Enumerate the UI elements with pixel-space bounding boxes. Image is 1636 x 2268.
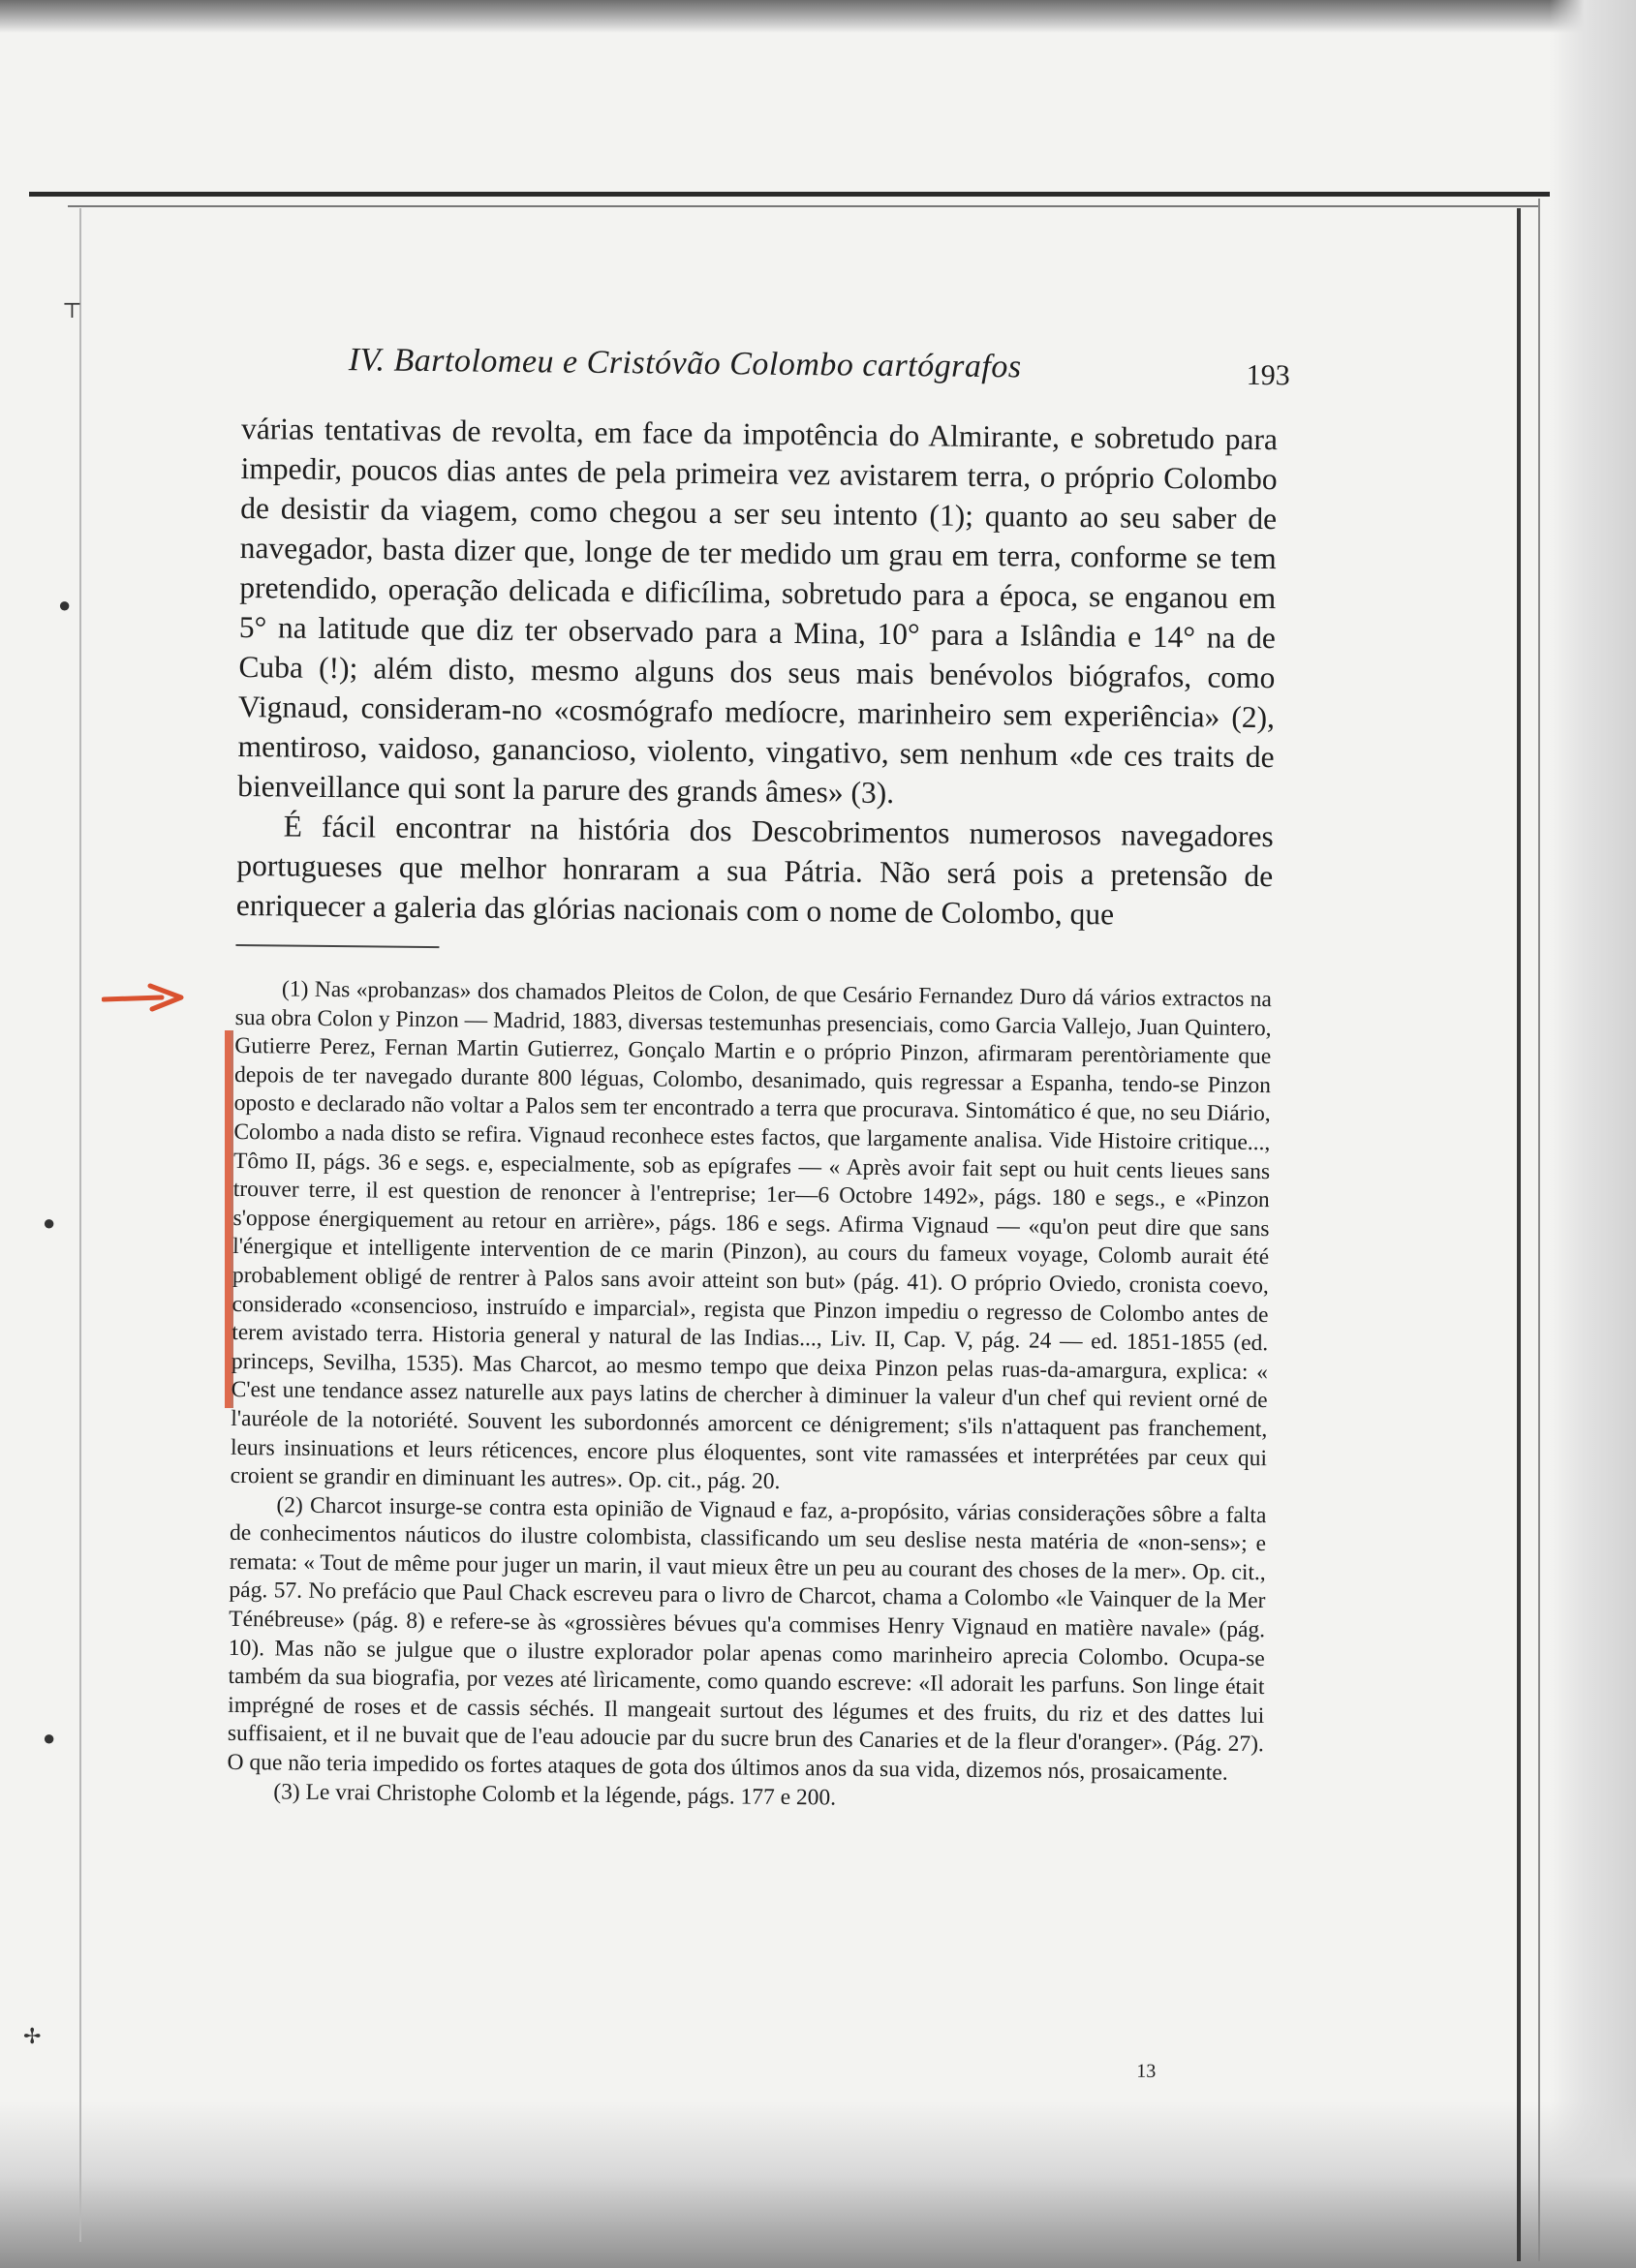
footnote-3: (3) Le vrai Christophe Colomb et la légende, págs. 177 e 200. [273, 1779, 837, 1811]
page-edge-right [1517, 208, 1521, 2261]
footnote-separator [235, 944, 439, 948]
margin-tick-mark: ✢ [23, 2024, 42, 2048]
page-edge-rule [29, 192, 1550, 197]
main-text [236, 409, 1279, 935]
scan-shadow-right [1550, 0, 1636, 2268]
page-number: 193 [1246, 358, 1290, 392]
footnotes [227, 975, 1272, 1817]
page-edge-right-outer [1538, 199, 1540, 2261]
scan-shadow-top [0, 0, 1636, 33]
page-edge-left [79, 208, 81, 2242]
handwritten-arrow-icon [102, 978, 187, 1017]
body-paragraph: várias tentativas de revolta, em face da impotência do Almirante, e sobretudo para impedir, poucos dias antes de pela primeira vez avistarem terra, o próprio Colombo de desistir da viagem, como chegou a ser seu intento (1); quanto ao seu saber de navegador, basta dizer que, longe de ter medido um grau em terra, conforme se tem pretendido, operação delicada e dificílima, sobretudo para a época, se enganou em 5° na latitude que diz ter observado para a Mina, 10° para a Islândia e 14° na de Cuba (!); além disto, mesmo alguns dos seus mais benévolos biógrafos, como Vignaud, consideram-no «cosmógrafo medíocre, marinheiro sem experiência» (2), mentiroso, vaidoso, ganancioso, violento, vingativo, sem nenhum «de ces traits de bienveillance qui sont la parure des grands âmes» (3). [237, 411, 1279, 811]
footnote-2: (2) Charcot insurge-se contra esta opinião de Vignaud e faz, a-propósito, várias considerações sôbre a falta de conhecimentos náuticos do ilustre colombista, classificando um seu deslise nesta matéria de «non-sens»; e remata: « Tout de même pour juger un marin, il vaut mieux être un peu au courant des choses de la mer». Op. cit., pág. 57. No prefácio que Paul Chack escreveu para o livro de Charcot, chama a Colombo «le Vainquer de la Mer Ténébreuse» (pág. 8) e refere-se às «grossières bévues qu'a commises Henry Vignaud en matière navale» (pág. 10). Mas não se julgue que o ilustre explorador polar apenas como marinheiro aprecia Colombo. Ocupa-se também da sua biografia, por vezes até lìricamente, como quando escreve: «Il adorait les parfuns. Son linge était imprégné de roses et de cassis séchés. Il mangeait surtout des légumes et des fruits, du riz et des dattes lui suffisaient, et il ne buvait que de l'eau adoucie par du sucre brun des Canaries et de la fleur d'oranger». (Pág. 27). O que não teria impedido os fortes ataques de gota dos últimos anos da sua vida, dizemos nós, prosaicamente. [227, 1492, 1267, 1786]
signature-mark: 13 [1136, 2060, 1157, 2082]
book-page [227, 341, 1290, 2082]
running-title: IV. Bartolomeu e Cristóvão Colombo cartógrafos [348, 342, 1022, 385]
running-header [241, 341, 1290, 419]
scan-shadow-bottom [0, 2101, 1636, 2268]
binding-hole-mark: ● [43, 1211, 56, 1235]
body-paragraph: É fácil encontrar na história dos Descobrimentos numerosos navegadores portugueses que melhor honraram a sua Pátria. Não será pois a pretensão de enriquecer a galeria das glórias nacionais com o nome de Colombo, que [235, 809, 1274, 932]
binding-hole-mark: ● [43, 1726, 56, 1750]
binding-hole-mark: ● [58, 593, 72, 617]
margin-tick-mark: ⊤ [62, 298, 82, 322]
page-edge-rule-inner [68, 205, 1540, 207]
footnote-1: (1) Nas «probanzas» dos chamados Pleitos de Colon, de que Cesário Fernandez Duro dá vários extractos na sua obra Colon y Pinzon — Madrid, 1883, diversas testemunhas presenciais, como Garcia Vallejo, Juan Quintero, Gutierre Perez, Fernan Martin Gutierrez, Gonçalo Martin e o próprio Pinzon, afirmaram perentòriamente que depois de ter navegado durante 800 léguas, Colombo, desanimado, quis regressar a Espanha, tendo-se Pinzon oposto e declarado não voltar a Palos sem ter encontrado a terra que procurava. Sintomático é que, no seu Diário, Colombo a nada disto se refira. Vignaud reconhece estes factos, que largamente analisa. Vide Histoire critique..., Tômo II, págs. 36 e segs. e, especialmente, sob as epígrafes — « Après avoir fait sept ou huit cents lieues sans trouver terre, il est question de renoncer à l'entreprise; 1er—6 Octobre 1492», págs. 180 e segs., e «Pinzon s'oppose énergiquement au retour en arrière», págs. 186 e segs. Afirma Vignaud — «qu'on peut dire que sans l'énergique et intelligente intervention de ce marin (Pinzon), au cours du fameux voyage, Colomb aurait été probablement obligé de rentrer à Palos sans avoir atteint son but» (pág. 41). O próprio Oviedo, cronista coevo, considerado «consencioso, instruído e imparcial», regista que Pinzon impediu o regresso de Colombo antes de terem avistado terra. Historia general y natural de las Indias..., Liv. II, Cap. V, pág. 24 — ed. 1851-1855 (ed. princeps, Sevilha, 1535). Mas Charcot, ao mesmo tempo que deixa Pinzon pelas ruas-da-amargura, explica: « C'est une tendance assez naturelle aux pays latins de chercher à diminuer la valeur d'un chef qui revient orné de l'auréole de la notoriété. Souvent les subordonnés amorcent ce dénigrement; s'ils n'attaquent pas franchement, leurs insinuations et leurs réticences, encore plus éloquentes, sont vite ramassées et interprétées par ceux qui croient se grandir en diminuant les autres». Op. cit., pág. 20. [230, 976, 1273, 1494]
